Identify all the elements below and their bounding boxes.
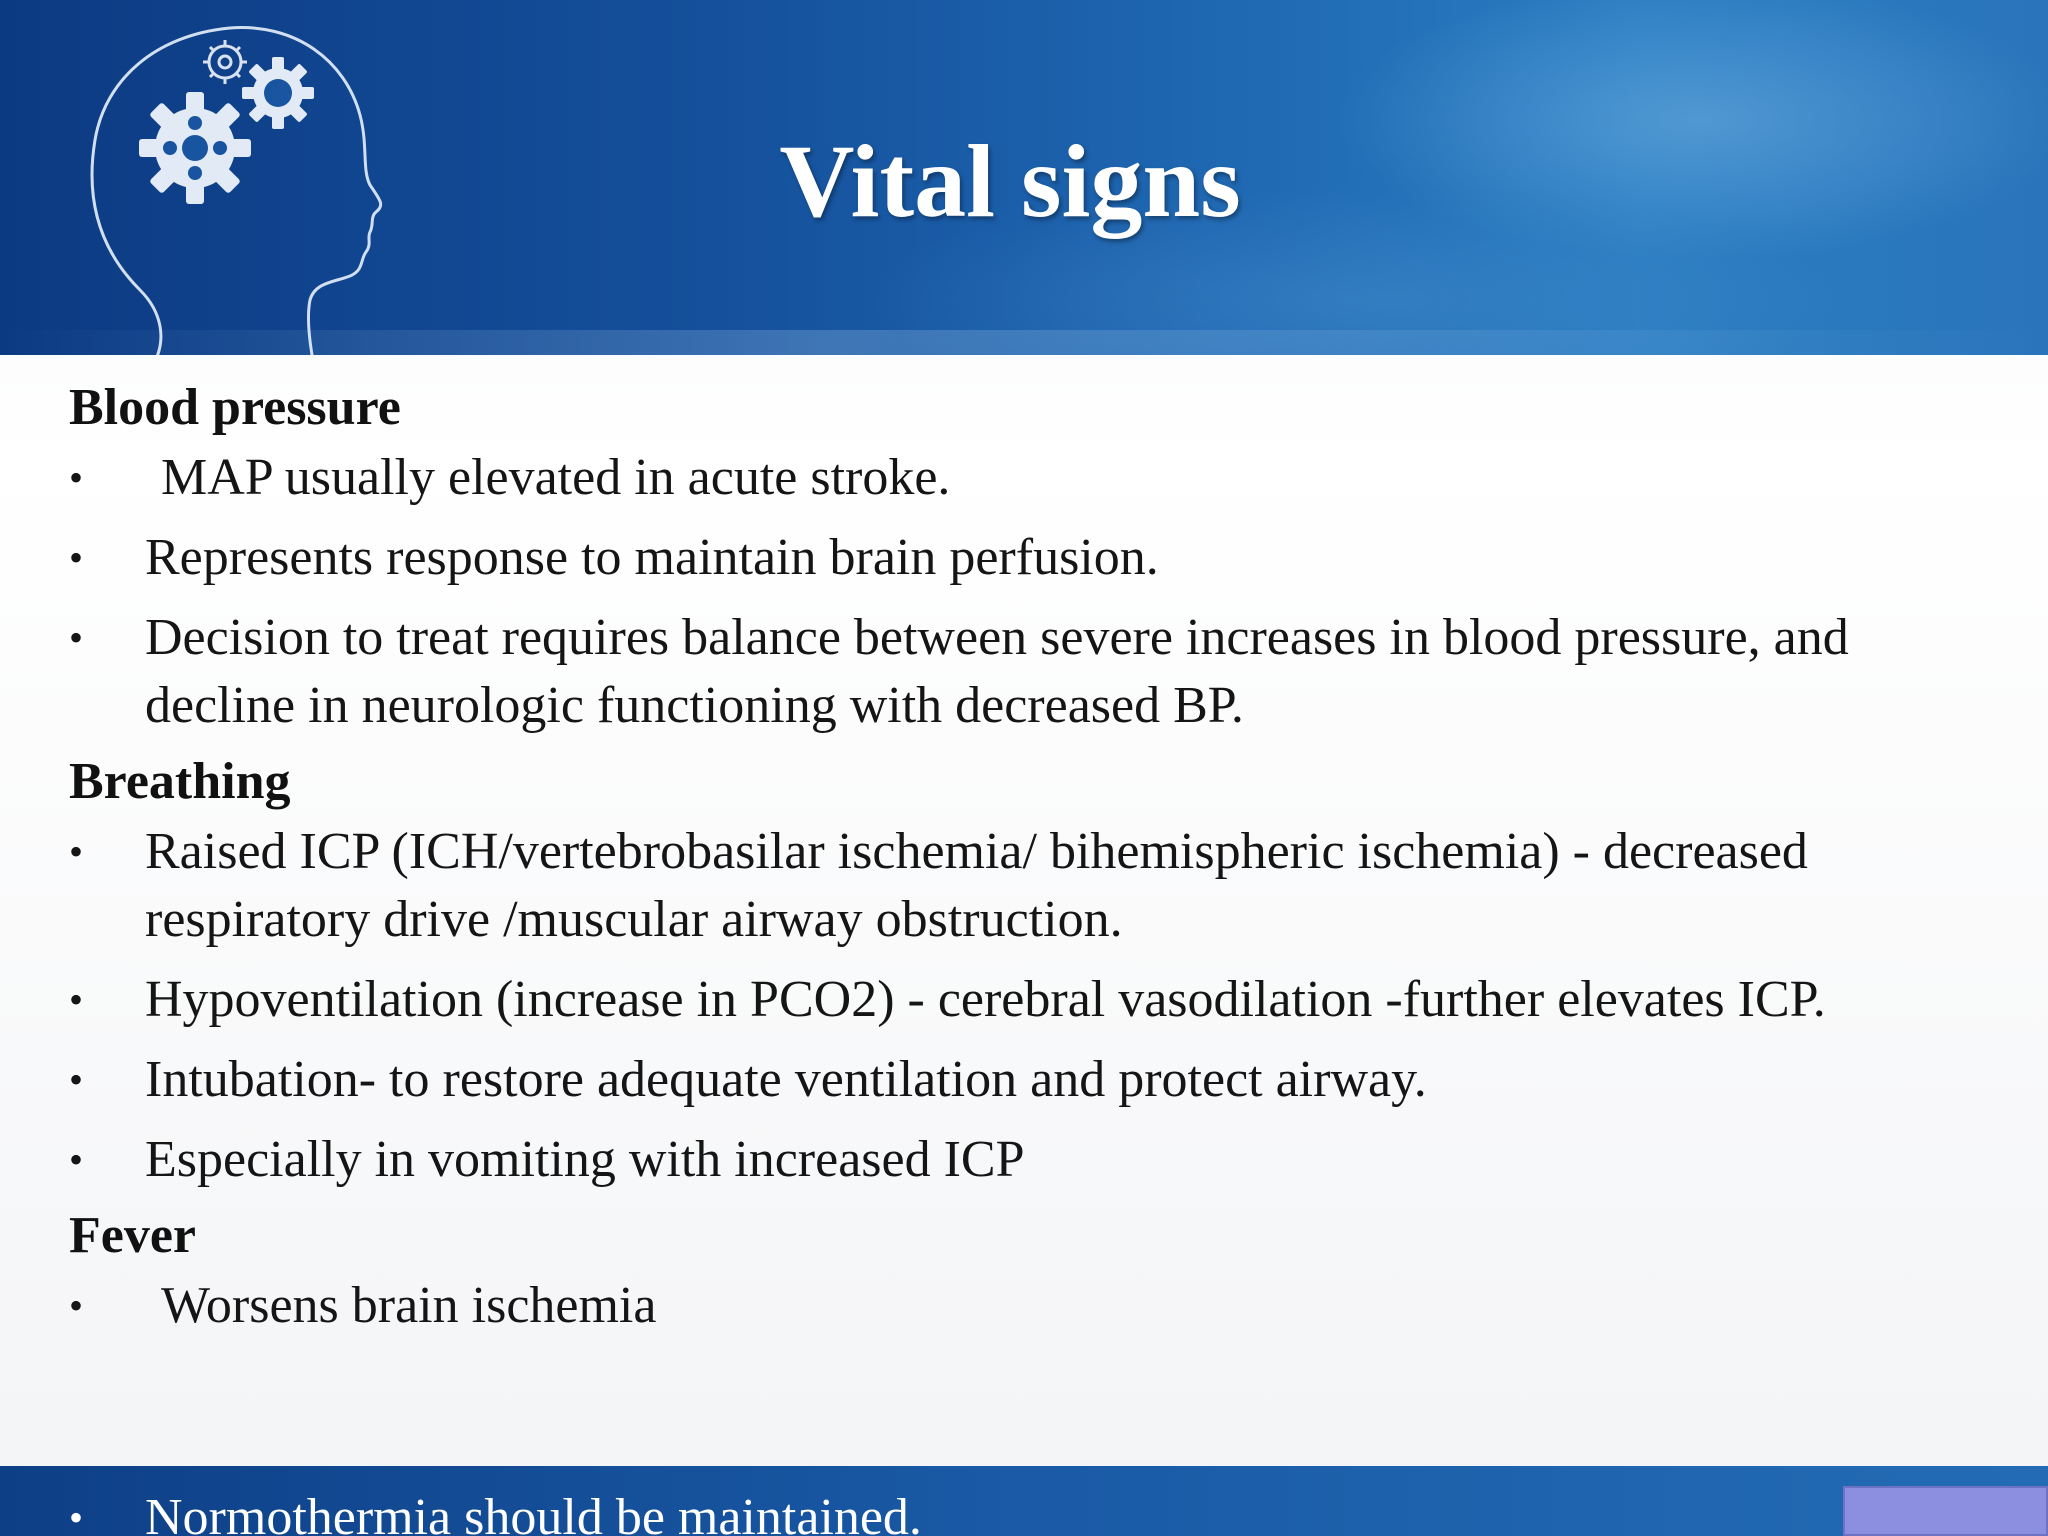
- bullet-icon: •: [69, 1137, 84, 1182]
- bullet-icon: •: [69, 1495, 84, 1536]
- slide-header-banner: [0, 0, 2048, 355]
- list-breathing: [69, 818, 1969, 1194]
- list-item: • Intubation- to restore adequate ventilation and protect airway.: [69, 1046, 1969, 1114]
- slide-title: Vital signs: [779, 124, 1241, 239]
- section-heading-fever: Fever: [69, 1207, 197, 1264]
- section-heading-blood-pressure: Blood pressure: [69, 379, 401, 436]
- bullet-icon: •: [69, 1283, 84, 1328]
- list-item: • Especially in vomiting with increased ICP: [69, 1126, 1969, 1194]
- slide-body: [69, 378, 1969, 1352]
- bullet-icon: •: [69, 1057, 84, 1102]
- list-item: • Hypoventilation (increase in PCO2) - cerebral vasodilation -further elevates ICP.: [69, 966, 1969, 1034]
- list-item: • MAP usually elevated in acute stroke.: [69, 444, 1969, 512]
- list-blood-pressure: [69, 444, 1969, 740]
- list-fever: [69, 1272, 1969, 1340]
- bullet-icon: •: [69, 535, 84, 580]
- bullet-icon: •: [69, 977, 84, 1022]
- list-item: • Worsens brain ischemia: [69, 1272, 1969, 1340]
- footer-corner-box: [1843, 1486, 2048, 1536]
- bullet-icon: •: [69, 615, 84, 660]
- list-item: • Represents response to maintain brain perfusion.: [69, 524, 1969, 592]
- bullet-icon: •: [69, 455, 84, 500]
- list-item: • Decision to treat requires balance between severe increases in blood pressure, and decline in neurologic functioning with decreased BP.: [69, 604, 1969, 740]
- list-item: • Raised ICP (ICH/vertebrobasilar ischemia/ bihemispheric ischemia) - decreased respiratory drive /muscular airway obstruction.: [69, 818, 1969, 954]
- head-gears-icon: [80, 20, 400, 355]
- bullet-icon: •: [69, 829, 84, 874]
- list-item-overflow: • Normothermia should be maintained.: [69, 1484, 922, 1536]
- section-heading-breathing: Breathing: [69, 753, 291, 810]
